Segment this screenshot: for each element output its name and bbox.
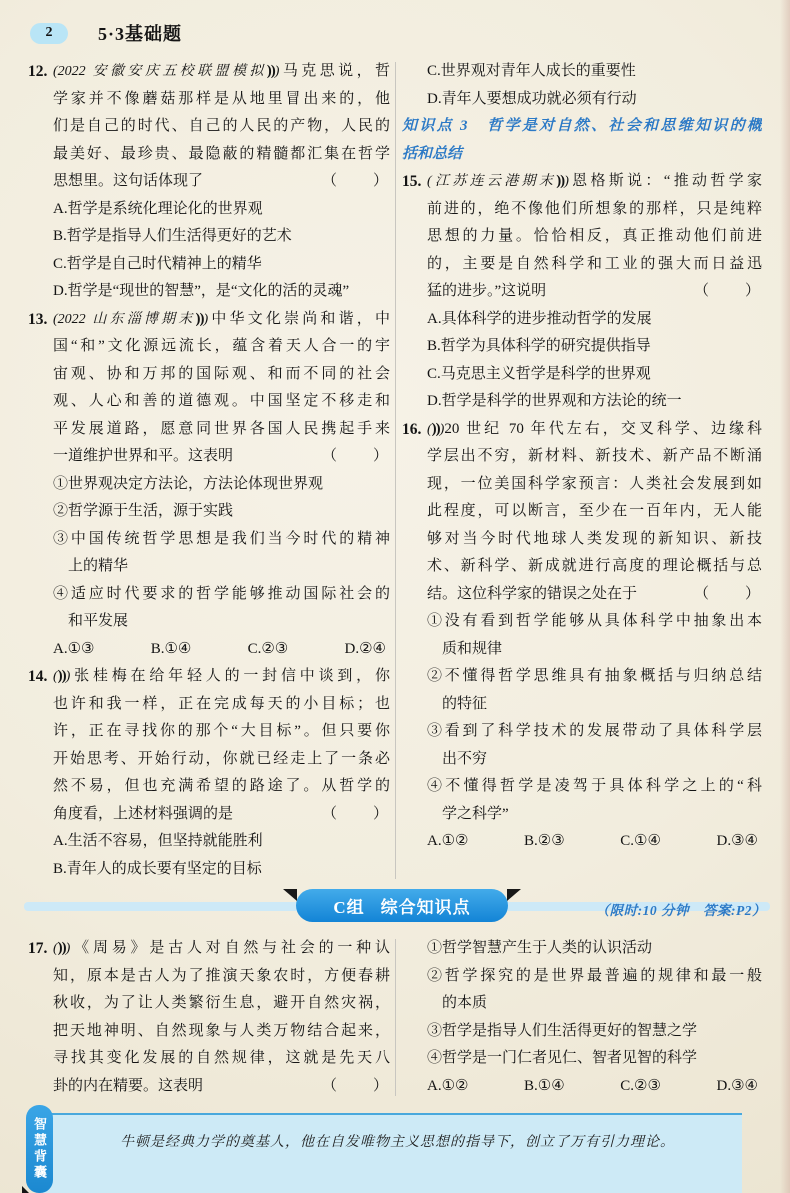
answer-option: A.①③ — [53, 640, 95, 657]
page-header — [0, 0, 790, 52]
text-line: 思想里。这句话体现了 （ ） — [53, 168, 390, 196]
text-line: ①世界观决定方法论，方法论体现世界观 — [53, 475, 324, 492]
text-line: ①没有看到哲学能够从具体科学中抽象出本 — [427, 613, 762, 629]
text-line: ③看到了科学技术的发展带动了具体科学层 — [427, 723, 762, 739]
question-14-options-continued — [402, 58, 762, 113]
question-body — [53, 333, 390, 663]
time-limit-note: （限时:10 分钟 答案:P2） — [595, 903, 766, 918]
text-line: C.世界观对青年人成长的重要性 — [427, 63, 636, 79]
wisdom-box — [32, 1113, 742, 1193]
text-line: 的特征 — [442, 695, 488, 712]
text-line: 许，正在寻找你的那个“大目标”。但只要你 — [53, 723, 390, 739]
brand-mark-icon: )) — [266, 63, 275, 79]
text-line: 猛的进步。”这说明 （ ） — [427, 278, 762, 306]
text-line: ④哲学是一门仁者见仁、智者见智的科学 — [427, 1050, 698, 1066]
text-line: 现，一位美国科学家预言：人类社会发展到如 — [427, 475, 762, 492]
page-number-badge: 2 — [30, 23, 68, 44]
text-line: 上的精华 — [68, 558, 129, 574]
answer-bracket: （ ） — [693, 585, 762, 602]
question-text: 张桂梅在给年轻人的一封信中谈到，你 — [70, 668, 390, 684]
text-line: B.哲学为具体科学的研究提供指导 — [427, 338, 651, 354]
question-source-close: ) — [203, 311, 209, 327]
brand-mark-icon: )) — [431, 420, 440, 437]
answer-bracket: （ ） — [693, 283, 762, 299]
text-line: 出不穷 — [442, 750, 488, 767]
question-15 — [402, 168, 762, 416]
question-source: (2022 安徽安庆五校联盟模拟 — [53, 64, 267, 79]
question-source-close: ) — [65, 941, 71, 956]
text-line: 的，主要是自然科学和工业的强大而日益迅 — [427, 255, 762, 272]
text-line: 们是自己的时代、自己的人民的产物，人民的 — [53, 118, 390, 134]
text-line: 也许和我一样，正在完成每天的小目标；也 — [53, 695, 390, 712]
text-line: 角度看，上述材料强调的是 （ ） — [53, 801, 390, 829]
question-first-line — [53, 663, 390, 691]
wisdom-box-note: 牛顿是经典力学的奠基人，他在自发唯物主义思想的指导下，创立了万有引力理论。 — [120, 1135, 675, 1150]
group-c-banner — [24, 889, 770, 929]
question-body — [427, 196, 762, 416]
question-source: ( — [427, 421, 432, 437]
section-c — [28, 935, 776, 1100]
text-line: 一道维护世界和平。这表明 （ ） — [53, 443, 390, 471]
text-line: 观、人心和善的道德观。中国坚定不移走和 — [53, 393, 390, 409]
text-line: ④适应时代要求的哲学能够推动国际社会的 — [53, 585, 390, 602]
text-line: ②不懂得哲学思维具有抽象概括与归纳总结 — [427, 668, 762, 684]
text-line: ②哲学源于生活，源于实践 — [53, 503, 234, 519]
answer-option: A.①② — [427, 1077, 469, 1094]
text-line: 知识点 3 哲学是对自然、社会和思维知识的概 — [402, 118, 762, 134]
text-line: 平发展道路，愿意同世界各国人民携起手来 — [53, 420, 390, 437]
text-line: 卦的内在精要。这表明 （ ） — [53, 1073, 390, 1101]
question-body — [53, 691, 390, 884]
brand-mark-icon: )) — [57, 668, 66, 684]
column-divider — [395, 62, 396, 879]
answer-options-line — [427, 828, 762, 856]
answer-options-line — [427, 1073, 762, 1101]
question-text: 《周易》是古人对自然与社会的一种认 — [70, 940, 390, 956]
text-line: ④不懂得哲学是凌驾于具体科学之上的“科 — [427, 778, 762, 794]
text-line: 寻找其变化发展的自然规律，这就是先天八 — [53, 1050, 390, 1066]
section-b — [28, 58, 776, 883]
question-14 — [28, 663, 390, 883]
text-line: 的本质 — [442, 995, 488, 1011]
left-column — [28, 935, 390, 1100]
question-first-line — [53, 935, 390, 963]
text-line: 最美好、最珍贵、最隐蔽的精髓都汇集在哲学 — [53, 145, 390, 162]
text-line: 知，原本是古人为了推演天象农时，方便春耕 — [53, 967, 390, 984]
text-line: 秋收，为了让人类繁衍生息，避开自然灾祸， — [53, 995, 390, 1011]
text-line: D.哲学是“现世的智慧”，是“文化的活的灵魂” — [53, 283, 350, 299]
question-source: (江苏连云港期末 — [427, 174, 557, 189]
left-column — [28, 58, 390, 883]
group-c-title: 综合知识点 — [380, 898, 471, 917]
answer-bracket: （ ） — [321, 805, 390, 822]
question-text: 恩格斯说：“推动哲学家 — [568, 173, 762, 189]
text-line: 学层出不穷，新材料、新技术、新产品不断涌 — [427, 448, 762, 464]
question-body — [53, 963, 390, 1101]
question-body — [427, 443, 762, 856]
text-line: 学之科学” — [442, 805, 509, 822]
text-line: B.青年人的成长要有坚定的目标 — [53, 860, 262, 877]
question-16 — [402, 416, 762, 856]
question-source-close: ) — [65, 669, 71, 684]
text-line: 术、新科学、新成就进行高度的理论概括与总 — [427, 558, 762, 574]
answer-bracket: （ ） — [321, 173, 390, 189]
answer-option: B.①④ — [524, 1077, 565, 1094]
text-line: A.生活不容易，但坚持就能胜利 — [53, 833, 263, 849]
question-number: 12. — [28, 63, 48, 80]
text-line: 宙观、协和万邦的国际观、和而不同的社会 — [53, 365, 390, 382]
text-line: D.哲学是科学的世界观和方法论的统一 — [427, 393, 682, 409]
text-line: 质和规律 — [442, 640, 503, 657]
answer-options-line — [53, 636, 390, 664]
text-line: C.马克思主义哲学是科学的世界观 — [427, 365, 651, 382]
question-first-line — [427, 416, 762, 444]
group-c-label: C组 — [333, 898, 365, 917]
question-number: 15. — [402, 173, 422, 190]
text-line: A.哲学是系统化理论化的世界观 — [53, 200, 263, 217]
text-line: 够对当今时代地球人类发现的新知识、新技 — [427, 530, 762, 547]
knowledge-point-heading — [402, 113, 762, 168]
answer-bracket: （ ） — [321, 1077, 390, 1094]
text-line: C.哲学是自己时代精神上的精华 — [53, 255, 262, 272]
text-line: A.具体科学的进步推动哲学的发展 — [427, 310, 652, 327]
right-column — [402, 935, 776, 1100]
text-line: ①哲学智慧产生于人类的认识活动 — [427, 940, 653, 956]
brand-mark-icon: )) — [556, 173, 565, 189]
text-line: D.青年人要想成功就必须有行动 — [427, 90, 637, 107]
question-number: 17. — [28, 940, 48, 957]
question-body — [53, 86, 390, 306]
text-line: ③中国传统哲学思想是我们当今时代的精神 — [53, 530, 390, 547]
answer-option: D.②④ — [344, 640, 386, 657]
question-text: 中华文化崇尚和谐，中 — [208, 310, 390, 327]
text-line: 学家并不像蘑菇那样是从地里冒出来的，他 — [53, 90, 390, 107]
question-source: (2022 山东淄博期末 — [53, 311, 196, 327]
question-source: ( — [53, 941, 58, 956]
question-text: 20 世纪 70 年代左右，交叉科学、边缘科 — [444, 420, 762, 437]
answer-option: D.③④ — [716, 1077, 758, 1094]
text-line: 括和总结 — [402, 145, 463, 162]
question-17 — [28, 935, 390, 1100]
question-13 — [28, 306, 390, 664]
question-source-close: ) — [274, 64, 280, 79]
text-line: 把天地神明、自然现象与人类万物结合起来， — [53, 1022, 390, 1039]
question-first-line — [53, 306, 390, 334]
answer-option: C.①④ — [620, 833, 661, 849]
text-line: 开始思考、开始行动，你就已经走上了一条必 — [53, 750, 390, 767]
answer-bracket: （ ） — [321, 448, 390, 464]
brand-mark-icon: )) — [57, 940, 66, 956]
question-source-close: ) — [564, 174, 569, 189]
page-title: 5·3基础题 — [98, 24, 183, 44]
question-source: ( — [53, 669, 58, 684]
column-divider — [395, 939, 396, 1096]
answer-option: B.①④ — [150, 640, 192, 657]
answer-option: B.②③ — [524, 833, 565, 849]
answer-option: A.①② — [427, 833, 469, 849]
right-column — [402, 58, 776, 883]
question-17-items — [402, 935, 762, 1100]
wisdom-box-tab: 智慧背囊 — [26, 1105, 53, 1193]
text-line: 思想的力量。恰恰相反，真正推动他们前进 — [427, 228, 762, 244]
question-12 — [28, 58, 390, 306]
text-line: 结。这位科学家的错误之处在于 （ ） — [427, 581, 762, 609]
question-source-close: ) — [439, 421, 445, 437]
question-number: 16. — [402, 420, 422, 438]
question-number: 13. — [28, 310, 48, 328]
answer-option: C.②③ — [247, 640, 289, 657]
text-line: 然不易，但也充满希望的路途了。从哲学的 — [53, 778, 390, 794]
text-line: ③哲学是指导人们生活得更好的智慧之学 — [427, 1022, 698, 1039]
question-first-line — [53, 58, 390, 86]
text-line: B.哲学是指导人们生活得更好的艺术 — [53, 228, 292, 244]
answer-option: D.③④ — [716, 833, 758, 849]
brand-mark-icon: )) — [195, 310, 204, 327]
group-c-pill — [296, 889, 508, 922]
text-line: 国“和”文化源远流长，蕴含着天人合一的宇 — [53, 338, 390, 354]
text-line: 前进的，绝不像他们所想象的那样，只是纯粹 — [427, 200, 762, 217]
question-number: 14. — [28, 668, 48, 685]
text-line: ②哲学探究的是世界最普遍的规律和最一般 — [427, 967, 762, 984]
question-text: 马克思说，哲 — [279, 63, 390, 79]
question-first-line — [427, 168, 762, 196]
answer-option: C.②③ — [620, 1077, 661, 1094]
text-line: 此程度，可以断言，至少在一百年内，无人能 — [427, 503, 762, 519]
text-line: 和平发展 — [68, 613, 129, 629]
